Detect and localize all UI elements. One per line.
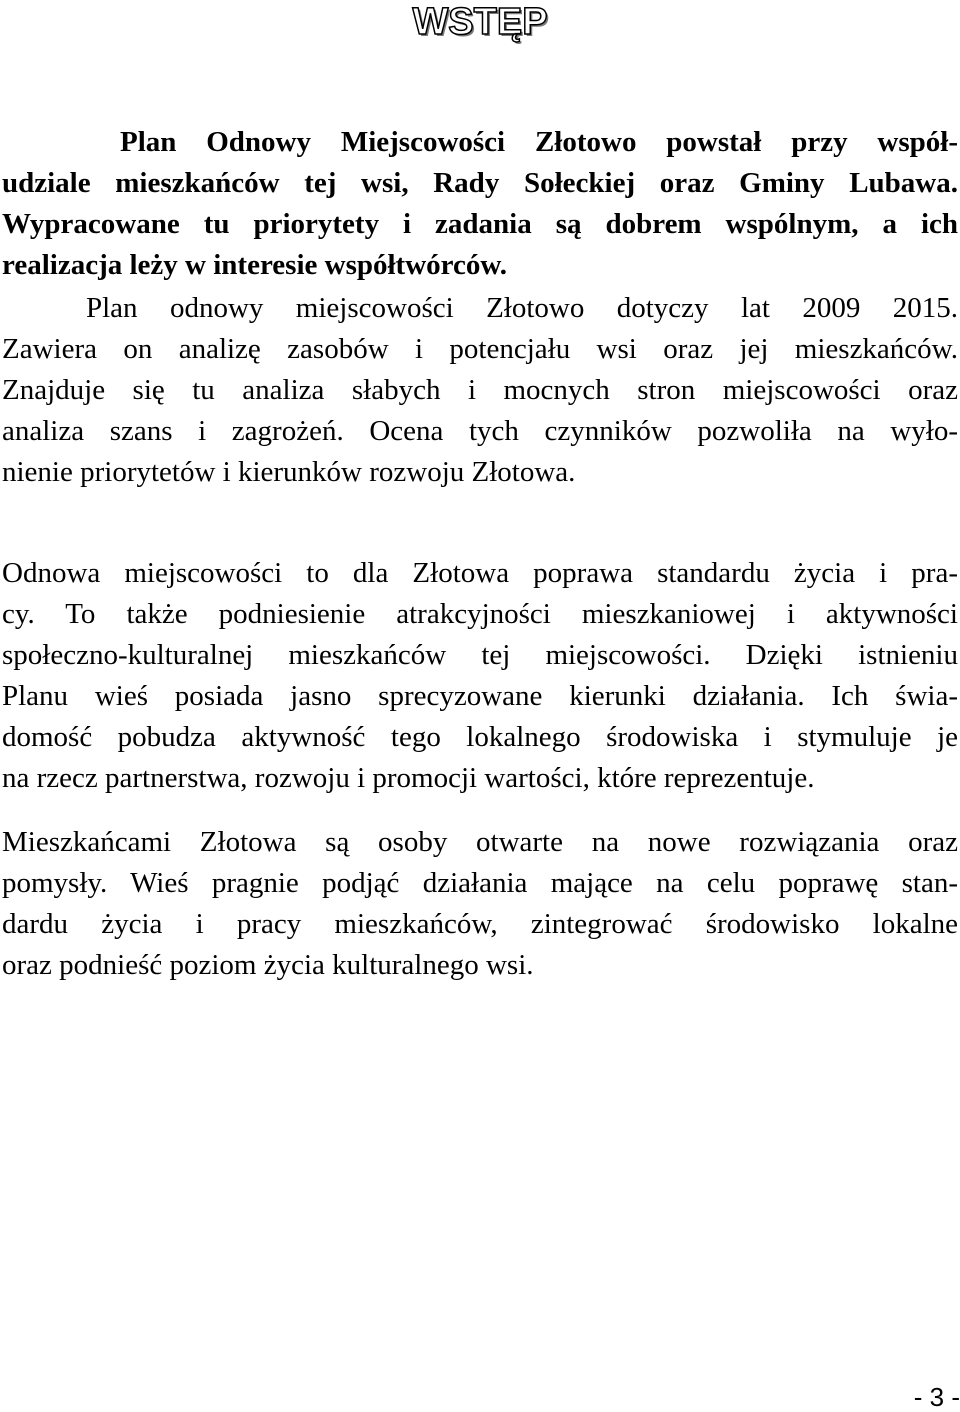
paragraph-line: Wypracowane tu priorytety i zadania są dobrem wspólnym, a ich (2, 208, 958, 240)
paragraph-line: Zawiera on analizę zasobów i potencjału wsi oraz jej mieszkańców. (2, 333, 958, 365)
paragraph-line: Planu wieś posiada jasno sprecyzowane kierunki działania. Ich świa- (2, 680, 958, 712)
paragraph-2 (2, 288, 958, 493)
paragraph-line: oraz podnieść poziom życia kulturalnego wsi. (2, 949, 534, 981)
paragraph-line: Mieszkańcami Złotowa są osoby otwarte na nowe rozwiązania oraz (2, 826, 958, 858)
paragraph-4 (2, 822, 958, 986)
paragraph-line: Plan odnowy miejscowości Złotowo dotyczy lat 2009 2015. (86, 292, 958, 324)
paragraph-line: realizacja leży w interesie współtwórców. (2, 249, 507, 281)
paragraph-line: na rzecz partnerstwa, rozwoju i promocji wartości, które reprezentuje. (2, 762, 815, 794)
paragraph-line: Znajduje się tu analiza słabych i mocnych stron miejscowości oraz (2, 374, 958, 406)
paragraph-line: analiza szans i zagrożeń. Ocena tych czynników pozwoliła na wyło- (2, 415, 958, 447)
paragraph-1 (2, 122, 958, 286)
paragraph-line: Plan Odnowy Miejscowości Złotowo powstał przy współ- (120, 126, 958, 158)
paragraph-line: dardu życia i pracy mieszkańców, zintegrować środowisko lokalne (2, 908, 958, 940)
paragraph-line: Odnowa miejscowości to dla Złotowa poprawa standardu życia i pra- (2, 557, 958, 589)
paragraph-line: udziale mieszkańców tej wsi, Rady Sołeckiej oraz Gminy Lubawa. (2, 167, 958, 199)
paragraph-line: społeczno-kulturalnej mieszkańców tej miejscowości. Dzięki istnieniu (2, 639, 958, 671)
paragraph-line: domość pobudza aktywność tego lokalnego środowiska i stymuluje je (2, 721, 958, 753)
paragraph-line: nienie priorytetów i kierunków rozwoju Złotowa. (2, 456, 576, 488)
paragraph-3 (2, 553, 958, 799)
paragraph-line: pomysły. Wieś pragnie podjąć działania mające na celu poprawę stan- (2, 867, 958, 899)
paragraph-line: cy. To także podniesienie atrakcyjności mieszkaniowej i aktywności (2, 598, 958, 630)
page-title: WSTĘP (412, 1, 548, 43)
page-number: - 3 - (913, 1382, 960, 1412)
